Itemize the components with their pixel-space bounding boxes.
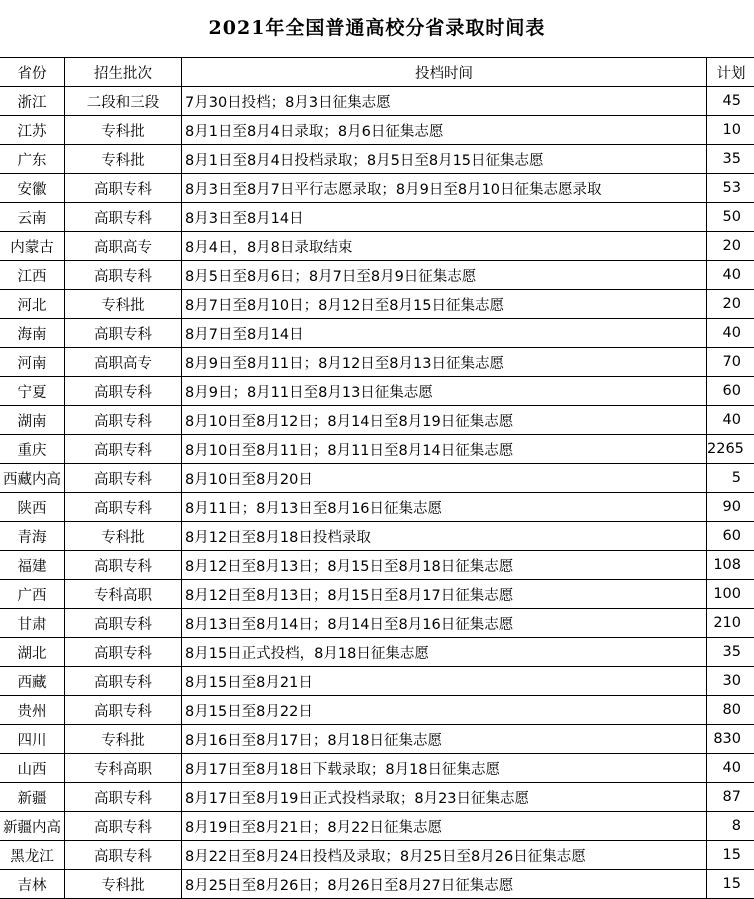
- admission-schedule-table: [0, 58, 754, 899]
- cell-batch: 二段和三段: [65, 87, 182, 116]
- cell-time: 8月16日至8月17日；8月18日征集志愿: [182, 725, 707, 754]
- cell-time: 8月12日至8月18日投档录取: [182, 522, 707, 551]
- table-row: [0, 116, 754, 145]
- cell-province: 四川: [0, 725, 65, 754]
- cell-time: 7月30日投档；8月3日征集志愿: [182, 87, 707, 116]
- cell-province: 贵州: [0, 696, 65, 725]
- cell-batch: 专科批: [65, 145, 182, 174]
- table-row: [0, 377, 754, 406]
- table-row: [0, 203, 754, 232]
- table-row: [0, 638, 754, 667]
- cell-batch: 高职专科: [65, 319, 182, 348]
- cell-batch: 高职专科: [65, 464, 182, 493]
- cell-plan: 50: [707, 203, 754, 232]
- table-row: [0, 261, 754, 290]
- cell-batch: 专科高职: [65, 754, 182, 783]
- cell-batch: 专科批: [65, 870, 182, 899]
- cell-province: 甘肃: [0, 609, 65, 638]
- cell-province: 广西: [0, 580, 65, 609]
- cell-batch: 专科批: [65, 522, 182, 551]
- cell-plan: 108: [707, 551, 754, 580]
- table-row: [0, 493, 754, 522]
- cell-time: 8月15日正式投档，8月18日征集志愿: [182, 638, 707, 667]
- cell-batch: 高职高专: [65, 232, 182, 261]
- cell-time: 8月10日至8月11日；8月11日至8月14日征集志愿: [182, 435, 707, 464]
- cell-province: 西藏: [0, 667, 65, 696]
- cell-province: 陕西: [0, 493, 65, 522]
- cell-province: 重庆: [0, 435, 65, 464]
- cell-batch: 高职专科: [65, 841, 182, 870]
- header-province: 省份: [0, 58, 65, 87]
- cell-batch: 高职专科: [65, 609, 182, 638]
- cell-plan: 830: [707, 725, 754, 754]
- cell-province: 黑龙江: [0, 841, 65, 870]
- cell-time: 8月3日至8月14日: [182, 203, 707, 232]
- cell-batch: 专科批: [65, 290, 182, 319]
- cell-time: 8月5日至8月6日；8月7日至8月9日征集志愿: [182, 261, 707, 290]
- cell-plan: 100: [707, 580, 754, 609]
- cell-plan: 60: [707, 377, 754, 406]
- header-row: [0, 58, 754, 87]
- table-row: [0, 232, 754, 261]
- table-row: [0, 464, 754, 493]
- table-row: [0, 290, 754, 319]
- table-row: [0, 319, 754, 348]
- cell-time: 8月7日至8月10日；8月12日至8月15日征集志愿: [182, 290, 707, 319]
- cell-batch: 高职专科: [65, 406, 182, 435]
- cell-plan: 80: [707, 696, 754, 725]
- cell-plan: 53: [707, 174, 754, 203]
- cell-time: 8月7日至8月14日: [182, 319, 707, 348]
- table-row: [0, 754, 754, 783]
- cell-batch: 高职专科: [65, 638, 182, 667]
- cell-time: 8月10日至8月12日；8月14日至8月19日征集志愿: [182, 406, 707, 435]
- table-row: [0, 609, 754, 638]
- cell-batch: 高职专科: [65, 174, 182, 203]
- cell-plan: 15: [707, 870, 754, 899]
- header-time: 投档时间: [182, 58, 707, 87]
- cell-batch: 高职专科: [65, 203, 182, 232]
- cell-province: 浙江: [0, 87, 65, 116]
- cell-province: 新疆内高: [0, 812, 65, 841]
- cell-plan: 35: [707, 145, 754, 174]
- cell-time: 8月17日至8月19日正式投档录取；8月23日征集志愿: [182, 783, 707, 812]
- table-row: [0, 667, 754, 696]
- cell-plan: 40: [707, 754, 754, 783]
- cell-batch: 高职专科: [65, 696, 182, 725]
- cell-time: 8月15日至8月22日: [182, 696, 707, 725]
- cell-plan: 20: [707, 290, 754, 319]
- cell-batch: 高职专科: [65, 435, 182, 464]
- cell-plan: 40: [707, 261, 754, 290]
- cell-time: 8月22日至8月24日投档及录取；8月25日至8月26日征集志愿: [182, 841, 707, 870]
- cell-time: 8月1日至8月4日录取；8月6日征集志愿: [182, 116, 707, 145]
- cell-time: 8月4日，8月8日录取结束: [182, 232, 707, 261]
- cell-province: 河南: [0, 348, 65, 377]
- header-plan: 计划: [707, 58, 754, 87]
- cell-batch: 高职高专: [65, 348, 182, 377]
- cell-batch: 高职专科: [65, 261, 182, 290]
- cell-province: 新疆: [0, 783, 65, 812]
- cell-time: 8月9日；8月11日至8月13日征集志愿: [182, 377, 707, 406]
- table-row: [0, 580, 754, 609]
- cell-plan: 70: [707, 348, 754, 377]
- table-row: [0, 435, 754, 464]
- cell-plan: 30: [707, 667, 754, 696]
- cell-province: 内蒙古: [0, 232, 65, 261]
- cell-plan: 20: [707, 232, 754, 261]
- table-row: [0, 551, 754, 580]
- table-row: [0, 174, 754, 203]
- cell-province: 云南: [0, 203, 65, 232]
- table-row: [0, 348, 754, 377]
- cell-province: 吉林: [0, 870, 65, 899]
- cell-time: 8月15日至8月21日: [182, 667, 707, 696]
- cell-province: 青海: [0, 522, 65, 551]
- cell-plan: 35: [707, 638, 754, 667]
- cell-plan: 40: [707, 406, 754, 435]
- table-row: [0, 812, 754, 841]
- cell-province: 福建: [0, 551, 65, 580]
- cell-time: 8月1日至8月4日投档录取；8月5日至8月15日征集志愿: [182, 145, 707, 174]
- table-row: [0, 783, 754, 812]
- table-row: [0, 522, 754, 551]
- table-title: 2021年全国普通高校分省录取时间表: [0, 0, 754, 58]
- cell-time: 8月3日至8月7日平行志愿录取；8月9日至8月10日征集志愿录取: [182, 174, 707, 203]
- cell-batch: 高职专科: [65, 812, 182, 841]
- table-row: [0, 696, 754, 725]
- cell-batch: 高职专科: [65, 783, 182, 812]
- cell-plan: 15: [707, 841, 754, 870]
- cell-time: 8月17日至8月18日下载录取；8月18日征集志愿: [182, 754, 707, 783]
- cell-plan: 87: [707, 783, 754, 812]
- table-body: [0, 87, 754, 899]
- table-row: [0, 870, 754, 899]
- cell-batch: 专科批: [65, 116, 182, 145]
- cell-batch: 专科高职: [65, 580, 182, 609]
- cell-province: 江西: [0, 261, 65, 290]
- cell-batch: 高职专科: [65, 377, 182, 406]
- cell-time: 8月19日至8月21日；8月22日征集志愿: [182, 812, 707, 841]
- cell-time: 8月13日至8月14日；8月14日至8月16日征集志愿: [182, 609, 707, 638]
- table-row: [0, 725, 754, 754]
- cell-province: 宁夏: [0, 377, 65, 406]
- table-row: [0, 87, 754, 116]
- cell-province: 广东: [0, 145, 65, 174]
- cell-time: 8月10日至8月20日: [182, 464, 707, 493]
- header-batch: 招生批次: [65, 58, 182, 87]
- table-row: [0, 841, 754, 870]
- cell-plan: 40: [707, 319, 754, 348]
- cell-province: 海南: [0, 319, 65, 348]
- cell-time: 8月12日至8月13日；8月15日至8月17日征集志愿: [182, 580, 707, 609]
- cell-batch: 高职专科: [65, 493, 182, 522]
- cell-plan: 210: [707, 609, 754, 638]
- cell-time: 8月25日至8月26日；8月26日至8月27日征集志愿: [182, 870, 707, 899]
- cell-time: 8月9日至8月11日；8月12日至8月13日征集志愿: [182, 348, 707, 377]
- cell-province: 湖南: [0, 406, 65, 435]
- cell-province: 河北: [0, 290, 65, 319]
- table-row: [0, 406, 754, 435]
- cell-plan: 5: [707, 464, 754, 493]
- cell-time: 8月12日至8月13日；8月15日至8月18日征集志愿: [182, 551, 707, 580]
- cell-province: 湖北: [0, 638, 65, 667]
- cell-plan: 10: [707, 116, 754, 145]
- cell-province: 山西: [0, 754, 65, 783]
- table-row: [0, 145, 754, 174]
- cell-time: 8月11日；8月13日至8月16日征集志愿: [182, 493, 707, 522]
- cell-batch: 专科批: [65, 725, 182, 754]
- cell-plan: 60: [707, 522, 754, 551]
- cell-plan: 90: [707, 493, 754, 522]
- cell-province: 安徽: [0, 174, 65, 203]
- cell-province: 西藏内高: [0, 464, 65, 493]
- cell-province: 江苏: [0, 116, 65, 145]
- cell-plan: 45: [707, 87, 754, 116]
- cell-plan: 2265: [707, 435, 754, 464]
- cell-batch: 高职专科: [65, 667, 182, 696]
- cell-plan: 8: [707, 812, 754, 841]
- cell-batch: 高职专科: [65, 551, 182, 580]
